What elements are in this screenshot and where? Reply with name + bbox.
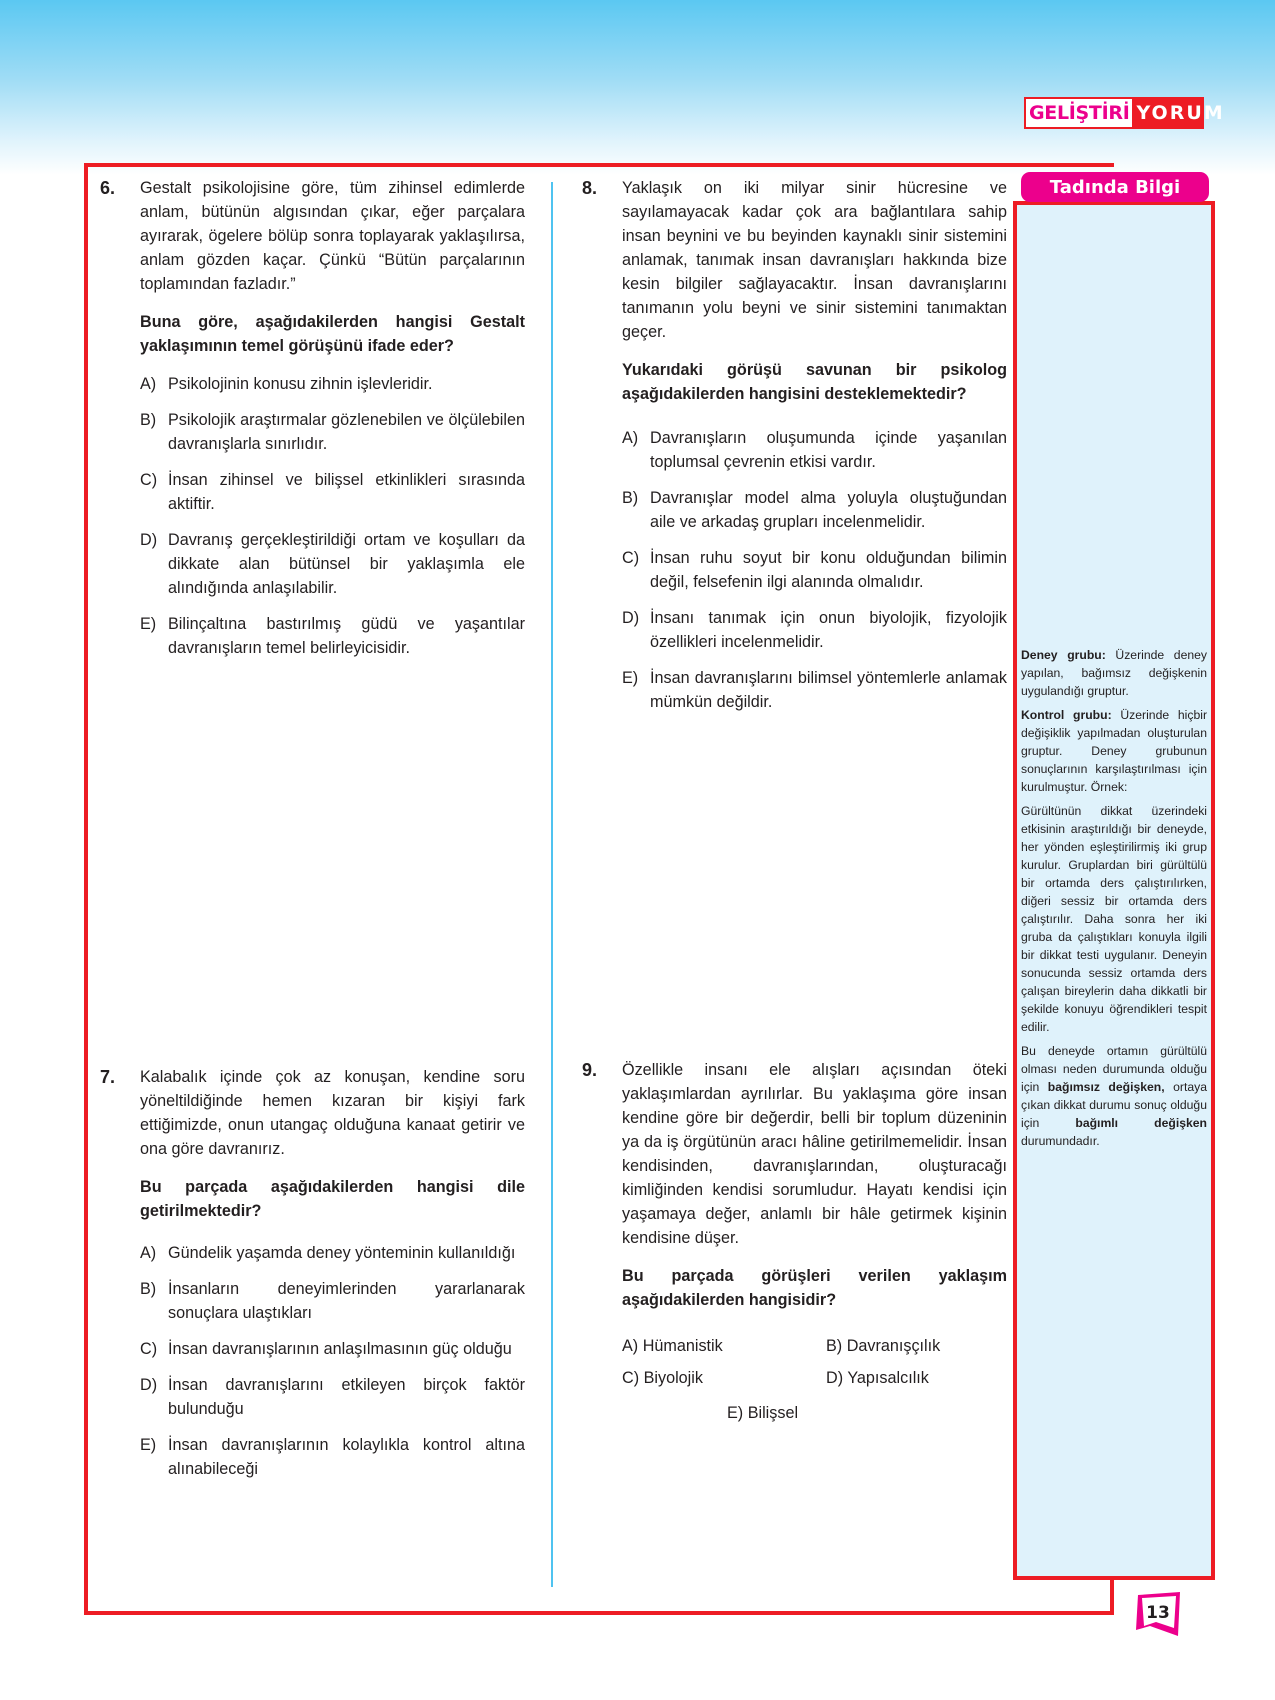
option-label: A) bbox=[140, 375, 157, 393]
option-text: Davranış gerçekleştirildiği ortam ve koşulları da dikkate alan bütünsel bir yaklaşımla ele alındığında anlaşılabilir. bbox=[168, 531, 525, 597]
text: ortaya çıkan dikkat durumu sonuç olduğu için bbox=[1021, 1080, 1207, 1130]
term: bağımlı değişken bbox=[1075, 1116, 1207, 1130]
option-d[interactable] bbox=[140, 528, 525, 600]
option-text: Bilişsel bbox=[747, 1404, 799, 1422]
info-sidebar-title: Tadında Bilgi bbox=[1021, 172, 1209, 202]
option-a[interactable] bbox=[140, 1241, 525, 1265]
answer-options bbox=[140, 1241, 525, 1481]
option-text: Davranışların oluşumunda içinde yaşanılan toplumsal çevrenin etkisi vardır. bbox=[650, 429, 1007, 471]
term: Deney grubu: bbox=[1021, 648, 1106, 662]
option-label: C) bbox=[140, 1340, 158, 1358]
info-sidebar-content bbox=[1021, 646, 1207, 1156]
option-label: D) bbox=[140, 531, 158, 549]
option-label: D) bbox=[140, 1376, 158, 1394]
text: Bu deneyde ortamın gürültülü olması neden durumunda olduğu için bbox=[1021, 1044, 1207, 1094]
option-b[interactable] bbox=[826, 1334, 940, 1358]
definition-control-group bbox=[1021, 706, 1207, 796]
brand-logo-part1: GELİŞTİRİ bbox=[1026, 99, 1132, 127]
option-text: Psikolojinin konusu zihnin işlevleridir. bbox=[168, 375, 433, 393]
question-stem: Yaklaşık on iki milyar sinir hücresine ve sayılamayacak kadar çok ara bağlantılara sahip insan beynini ve bu beyinden kaynaklı sinir sistemini anlamak, tanımak insan davranışları hakkında bize kesin bilgiler sağlayacaktır. İnsan davranışlarını tanımanın yolu beyni ve sinir sistemini tanımaktan geçer. bbox=[622, 179, 1007, 341]
option-c[interactable] bbox=[140, 1337, 525, 1361]
page-frame-bottom bbox=[84, 1611, 1114, 1615]
option-text: İnsanı tanımak için onun biyolojik, fizyolojik özellikleri incelenmelidir. bbox=[650, 609, 1007, 651]
definition: Üzerinde deney yapılan, bağımsız değişkenin uygulandığı gruptur. bbox=[1021, 648, 1207, 698]
option-d[interactable] bbox=[826, 1366, 929, 1390]
question-stem: Kalabalık içinde çok az konuşan, kendine soru yöneltildiğinde hemen kızaran bir kişiyi fark ettiğimizde, onun utangaç olduğuna kanaat getirir ve ona göre davranırız. bbox=[140, 1068, 525, 1158]
question-8 bbox=[582, 176, 1007, 726]
option-label: A) bbox=[622, 1337, 639, 1355]
option-c[interactable] bbox=[622, 546, 1007, 594]
question-prompt: Yukarıdaki görüşü savunan bir psikolog aşağıdakilerden hangisini desteklemektedir? bbox=[622, 361, 1007, 403]
question-prompt: Bu parçada görüşleri verilen yaklaşım aşağıdakilerden hangisidir? bbox=[622, 1267, 1007, 1309]
option-label: B) bbox=[140, 411, 157, 429]
option-label: C) bbox=[622, 549, 640, 567]
option-text: İnsan davranışlarını bilimsel yöntemlerle anlamak mümkün değildir. bbox=[650, 669, 1007, 711]
option-label: E) bbox=[140, 615, 157, 633]
option-label: D) bbox=[622, 609, 640, 627]
option-label: E) bbox=[140, 1436, 157, 1454]
option-e[interactable] bbox=[140, 1433, 525, 1481]
option-text: İnsan zihinsel ve bilişsel etkinlikleri sırasında aktiftir. bbox=[168, 471, 525, 513]
option-text: Biyolojik bbox=[643, 1369, 703, 1387]
answer-options-grid bbox=[622, 1334, 1007, 1434]
option-e[interactable] bbox=[140, 612, 525, 660]
option-text: İnsan ruhu soyut bir konu olduğundan bilimin değil, felsefenin ilgi alanında olmalıdır. bbox=[650, 549, 1007, 591]
option-text: Gündelik yaşamda deney yönteminin kullanıldığı bbox=[168, 1244, 516, 1262]
question-6 bbox=[100, 176, 525, 672]
option-text: İnsan davranışlarını etkileyen birçok faktör bulunduğu bbox=[168, 1376, 525, 1418]
example-text: Gürültünün dikkat üzerindeki etkisinin araştırıldığı bir deneyde, her yönden eşleştirilirmiş iki grup kurulur. Gruplardan biri gürültülü bir ortamda ders çalıştırılırken, diğeri sessiz bir ortamda ders çalıştırılır. Daha sonra her iki gruba da çalıştıkları konuyla ilgili bir dikkat testi uygulanır. Deneyin sonucunda sessiz ortamda ders çalışan bireylerin daha dikkatli bir şekilde konuyu öğrendikleri tespit edilir. bbox=[1021, 804, 1207, 1034]
option-text: İnsanların deneyimlerinden yararlanarak sonuçlara ulaştıkları bbox=[168, 1280, 525, 1322]
option-label: E) bbox=[727, 1404, 744, 1422]
question-stem: Gestalt psikolojisine göre, tüm zihinsel edimlerde anlam, bütünün algısından çıkar, eğer parçalara ayırarak, ögelere bölüp sonra toplayarak yaklaşılırsa, anlam gözden kaçar. Çünkü “Bütün parçalarının toplamından fazladır.” bbox=[140, 179, 525, 293]
column-divider bbox=[551, 182, 553, 1587]
text: durumundadır. bbox=[1021, 1134, 1100, 1148]
answer-options bbox=[622, 426, 1007, 714]
option-c[interactable] bbox=[140, 468, 525, 516]
option-text: İnsan davranışlarının anlaşılmasının güç olduğu bbox=[168, 1340, 512, 1358]
page-frame-left bbox=[84, 163, 88, 1615]
option-label: B) bbox=[622, 489, 639, 507]
option-d[interactable] bbox=[622, 606, 1007, 654]
option-e[interactable] bbox=[727, 1401, 798, 1425]
option-text: Yapısalcılık bbox=[847, 1369, 929, 1387]
question-number: 9. bbox=[582, 1060, 598, 1080]
option-label: A) bbox=[622, 429, 639, 447]
option-label: B) bbox=[826, 1337, 843, 1355]
question-number: 7. bbox=[100, 1067, 116, 1087]
example-paragraph bbox=[1021, 802, 1207, 1036]
option-b[interactable] bbox=[140, 408, 525, 456]
answer-options bbox=[140, 372, 525, 660]
option-label: E) bbox=[622, 669, 639, 687]
brand-logo bbox=[1024, 97, 1225, 129]
brand-logo-part2: YORUM bbox=[1136, 102, 1225, 124]
option-text: İnsan davranışlarının kolaylıkla kontrol altına alınabileceği bbox=[168, 1436, 525, 1478]
option-d[interactable] bbox=[140, 1373, 525, 1421]
option-a[interactable] bbox=[622, 426, 1007, 474]
definition-experimental-group bbox=[1021, 646, 1207, 700]
option-a[interactable] bbox=[140, 372, 525, 396]
option-b[interactable] bbox=[622, 486, 1007, 534]
option-a[interactable] bbox=[622, 1334, 723, 1358]
question-prompt: Bu parçada aşağıdakilerden hangisi dile getirilmektedir? bbox=[140, 1178, 525, 1220]
option-text: Psikolojik araştırmalar gözlenebilen ve ölçülebilen davranışlarla sınırlıdır. bbox=[168, 411, 525, 453]
option-text: Hümanistik bbox=[642, 1337, 723, 1355]
option-label: C) bbox=[622, 1369, 640, 1387]
page-frame-top bbox=[84, 163, 1114, 167]
option-e[interactable] bbox=[622, 666, 1007, 714]
option-text: Davranışlar model alma yoluyla oluştuğundan aile ve arkadaş grupları incelenmelidir. bbox=[650, 489, 1007, 531]
option-b[interactable] bbox=[140, 1277, 525, 1325]
term: bağımsız değişken, bbox=[1047, 1080, 1165, 1094]
option-label: A) bbox=[140, 1244, 157, 1262]
question-number: 8. bbox=[582, 178, 598, 198]
conclusion-paragraph bbox=[1021, 1042, 1207, 1150]
option-c[interactable] bbox=[622, 1366, 703, 1390]
option-text: Davranışçılık bbox=[846, 1337, 941, 1355]
term: Kontrol grubu: bbox=[1021, 708, 1112, 722]
question-9 bbox=[582, 1058, 1007, 1434]
option-label: B) bbox=[140, 1280, 157, 1298]
page-frame-right-notch bbox=[1110, 1580, 1114, 1615]
question-number: 6. bbox=[100, 178, 116, 198]
header-gradient-band bbox=[0, 0, 1275, 175]
page-number: 13 bbox=[1146, 1603, 1170, 1623]
definition: Üzerinde hiçbir değişiklik yapılmadan oluşturulan gruptur. Deney grubunun sonuçlarının karşılaştırılması için kurulmuştur. Örnek: bbox=[1021, 708, 1207, 794]
option-label: C) bbox=[140, 471, 158, 489]
question-stem: Özellikle insanı ele alışları açısından öteki yaklaşımlardan ayrılırlar. Bu yaklaşıma göre insan kendine göre bir değerdir, belli bir toplum düzeninin ya da iş örgütünün aracı hâline getirilmemelidir. İnsan kendisinden, davranışlarından, oluşturacağı kimliğinden kendisi sorumludur. Hayatı kendisi için yaşamaya değer, anlamlı bir hâle getirmek kişinin kendisine düşer. bbox=[622, 1061, 1007, 1247]
question-prompt: Buna göre, aşağıdakilerden hangisi Gestalt yaklaşımının temel görüşünü ifade eder? bbox=[140, 313, 525, 355]
question-7 bbox=[100, 1065, 525, 1493]
option-text: Bilinçaltına bastırılmış güdü ve yaşantılar davranışların temel belirleyicisidir. bbox=[168, 615, 525, 657]
option-label: D) bbox=[826, 1369, 844, 1387]
